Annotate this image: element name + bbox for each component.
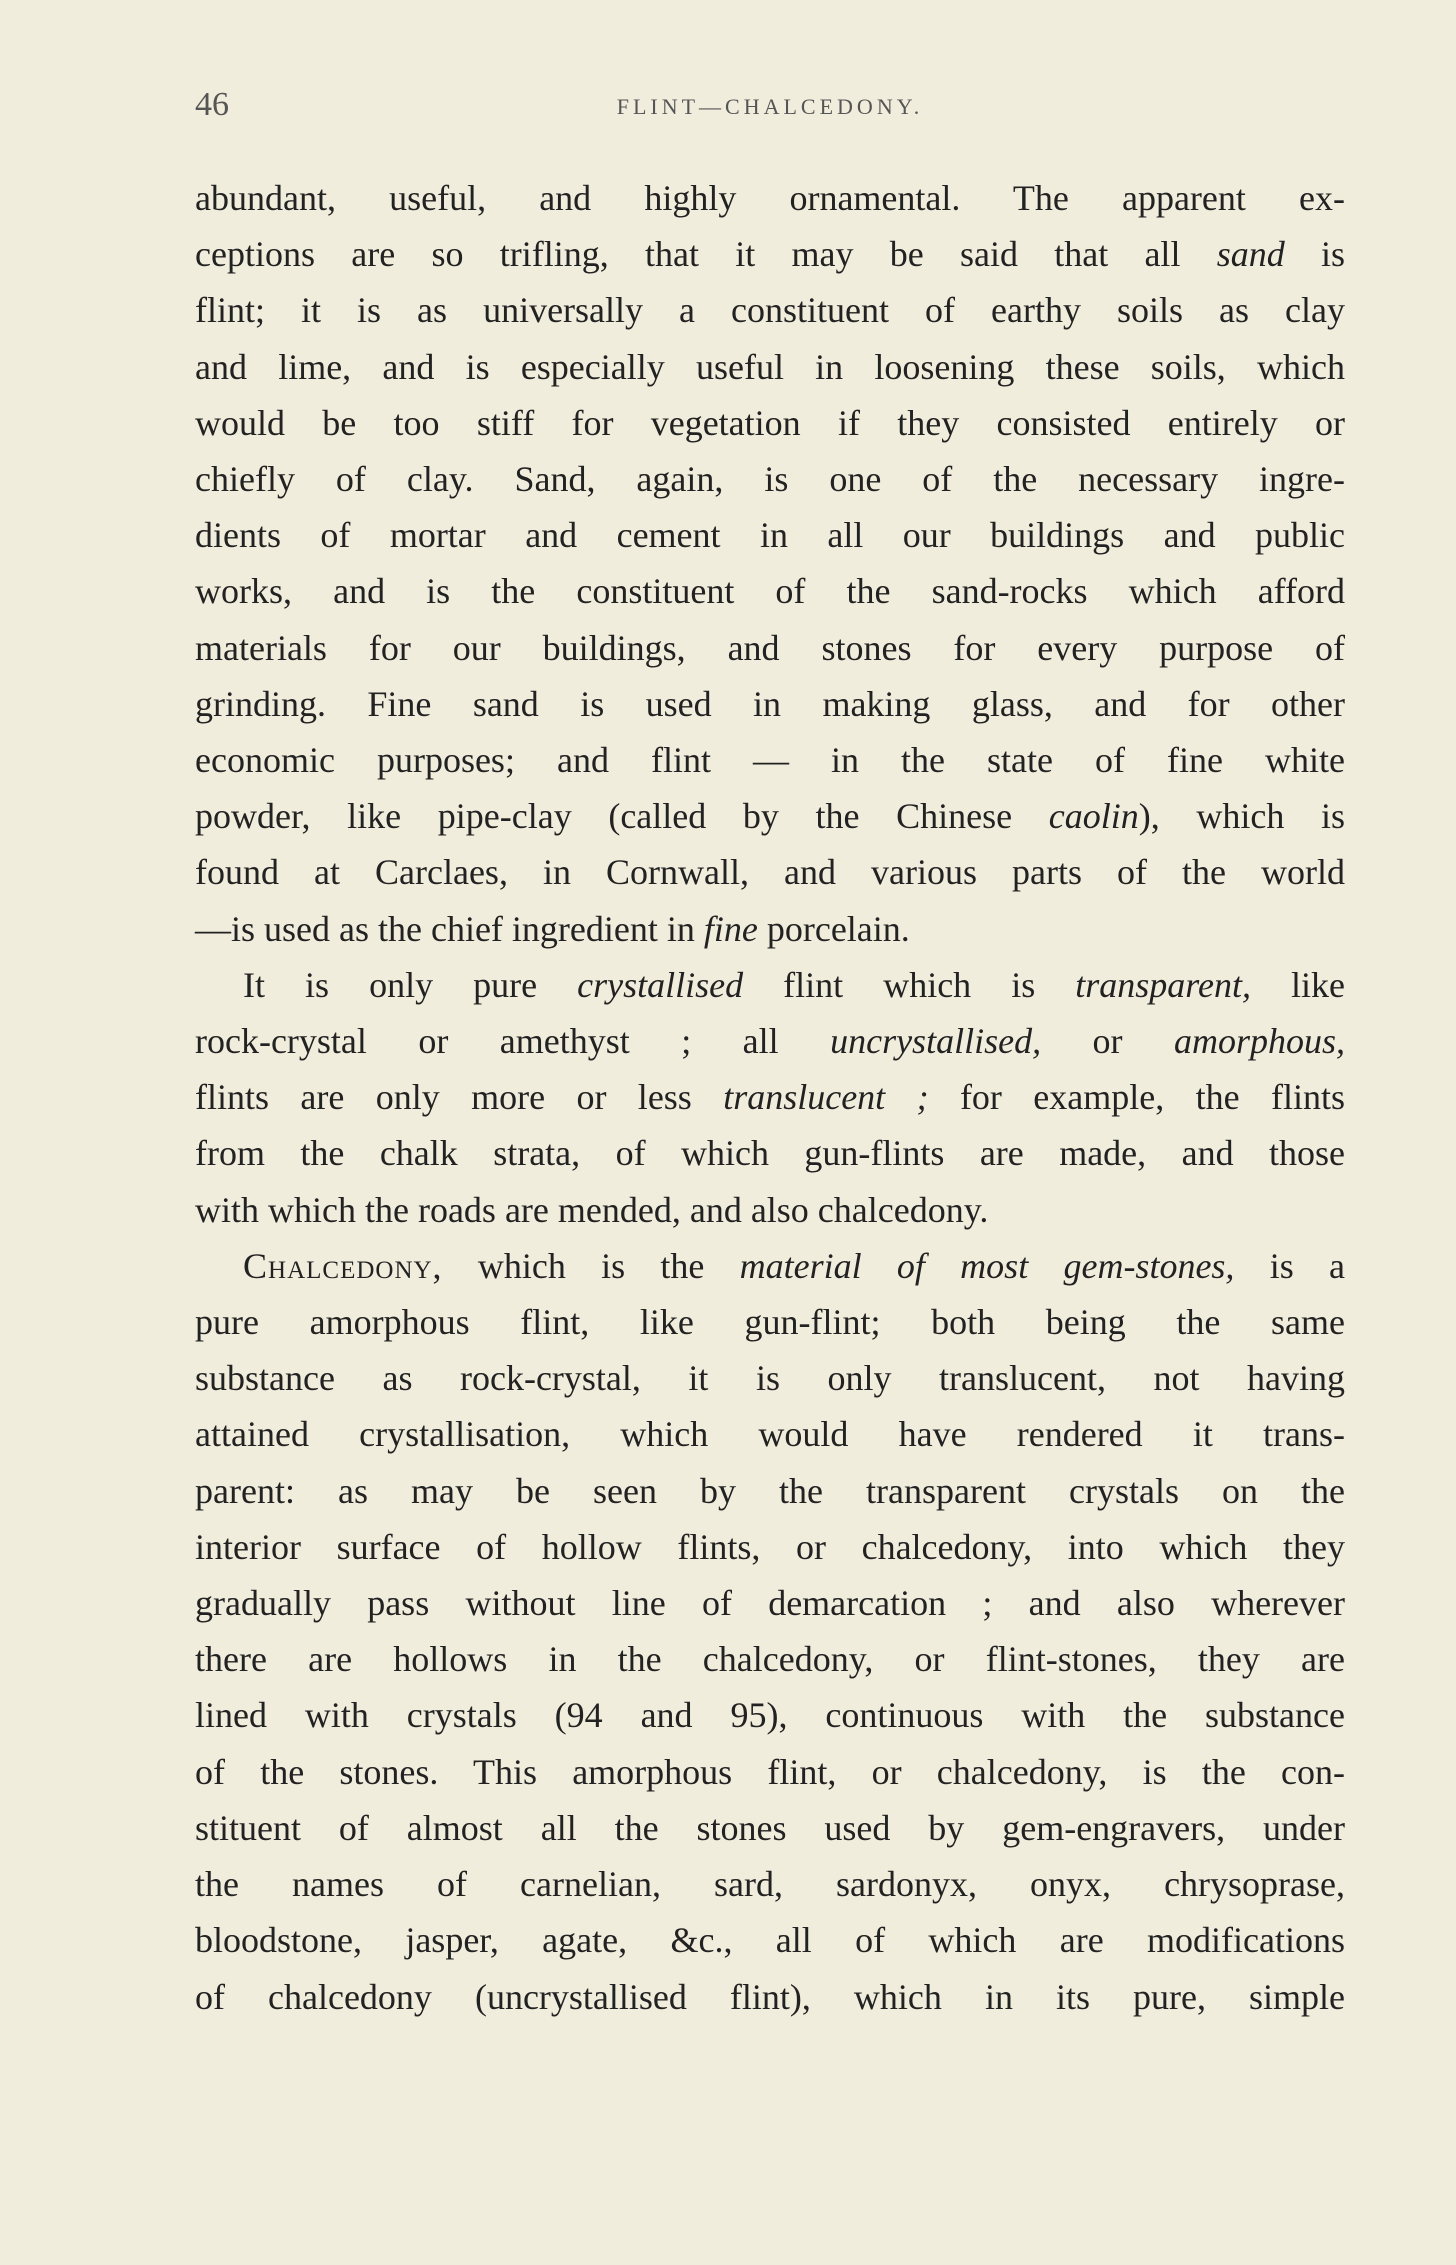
italic-text: translucent ; (723, 1077, 929, 1118)
text-run: of the stones. This amorphous flint, or chalcedony, is the con- (195, 1751, 1345, 1792)
text-run: the names of carnelian, sard, sardonyx, onyx, chrysoprase, (195, 1864, 1345, 1905)
running-head: FLINT—CHALCEDONY. (616, 94, 924, 119)
text-run: dients of mortar and cement in all our buildings and public (195, 515, 1345, 556)
text-run: ceptions are so trifling, that it may be said that all (195, 234, 1217, 275)
text-run: interior surface of hollow flints, or chalcedony, into which they (195, 1526, 1345, 1567)
text-line (195, 170, 1345, 226)
text-run: grinding. Fine sand is used in making glass, and for other (195, 683, 1345, 724)
text-run: stituent of almost all the stones used by gem-engravers, under (195, 1807, 1345, 1848)
text-run: substance as rock-crystal, it is only translucent, not having (195, 1358, 1345, 1399)
text-run: chiefly of clay. Sand, again, is one of the necessary ingre- (195, 459, 1345, 500)
text-line (195, 1294, 1345, 1350)
text-run: lined with crystals (94 and 95), continuous with the substance (195, 1695, 1345, 1736)
text-line (195, 1069, 1345, 1125)
text-run: for example, the flints (928, 1077, 1345, 1118)
text-line (195, 1463, 1345, 1519)
text-line (195, 620, 1345, 676)
italic-text: caolin (1048, 796, 1139, 837)
italic-text: sand (1216, 234, 1285, 275)
text-run: like (1250, 964, 1345, 1005)
text-line (195, 1013, 1345, 1069)
page-number: 46 (195, 86, 229, 123)
text-run: would be too stiff for vegetation if they consisted entirely or (195, 402, 1345, 443)
text-run: porcelain. (757, 908, 910, 949)
text-line (195, 901, 1345, 957)
text-run: It is only pure (243, 964, 578, 1005)
small-caps-heading: Chalcedony, (243, 1245, 443, 1286)
text-line (195, 451, 1345, 507)
text-line (195, 1969, 1345, 2025)
text-run: flint; it is as universally a constituent of earthy soils as clay (195, 290, 1345, 331)
text-line (195, 788, 1345, 844)
italic-text: transparent, (1075, 964, 1251, 1005)
text-line (195, 1406, 1345, 1462)
text-line (195, 1744, 1345, 1800)
text-run: attained crystallisation, which would have rendered it trans- (195, 1414, 1345, 1455)
text-line (195, 339, 1345, 395)
text-line (195, 1125, 1345, 1181)
text-run: parent: as may be seen by the transparent crystals on the (195, 1470, 1345, 1511)
italic-text: amorphous, (1173, 1021, 1345, 1062)
text-run: rock-crystal or amethyst ; all (195, 1021, 831, 1062)
text-run: gradually pass without line of demarcation ; and also wherever (195, 1583, 1345, 1624)
text-run: abundant, useful, and highly ornamental. The apparent ex- (195, 178, 1345, 218)
text-line (195, 282, 1345, 338)
text-run: works, and is the constituent of the sand-rocks which afford (195, 571, 1345, 612)
text-run: there are hollows in the chalcedony, or flint-stones, they are (195, 1639, 1345, 1680)
text-run: is a (1234, 1245, 1345, 1286)
text-line (195, 1912, 1345, 1968)
text-run: is (1284, 234, 1346, 275)
italic-text: crystallised (577, 964, 744, 1005)
text-run: pure amorphous flint, like gun-flint; both being the same (195, 1302, 1345, 1343)
text-run: bloodstone, jasper, agate, &c., all of which are modifications (195, 1920, 1345, 1961)
text-line (195, 507, 1345, 563)
text-line (195, 1519, 1345, 1575)
text-line (195, 844, 1345, 900)
text-line (195, 732, 1345, 788)
text-line (195, 1856, 1345, 1912)
text-line (195, 1238, 1345, 1294)
text-run: economic purposes; and flint — in the state of fine white (195, 740, 1345, 781)
text-line (195, 226, 1345, 282)
page-header (195, 86, 1345, 126)
text-run: and lime, and is especially useful in loosening these soils, which (195, 346, 1345, 387)
text-run: found at Carclaes, in Cornwall, and various parts of the world (195, 852, 1345, 893)
text-line (195, 1182, 1345, 1238)
text-line (195, 957, 1345, 1013)
italic-text: uncrystallised, (830, 1021, 1042, 1062)
italic-text: fine (703, 908, 758, 949)
text-line (195, 676, 1345, 732)
text-run: ), which is (1138, 796, 1345, 837)
text-run: powder, like pipe-clay (called by the Chinese (195, 796, 1049, 837)
text-run: flint which is (743, 964, 1076, 1005)
text-run: from the chalk strata, of which gun-flints are made, and those (195, 1133, 1345, 1174)
text-run: or (1041, 1021, 1174, 1062)
text-run: materials for our buildings, and stones for every purpose of (195, 627, 1345, 668)
text-run: —is used as the chief ingredient in (195, 908, 704, 949)
text-run: with which the roads are mended, and also chalcedony. (195, 1189, 989, 1230)
italic-text: material of most gem-stones, (739, 1245, 1235, 1286)
body-text (195, 170, 1345, 2025)
text-run: which is the (442, 1245, 740, 1286)
text-run: flints are only more or less (195, 1077, 724, 1118)
text-line (195, 1350, 1345, 1406)
text-line (195, 1575, 1345, 1631)
text-line (195, 1687, 1345, 1743)
text-line (195, 563, 1345, 619)
text-line (195, 1631, 1345, 1687)
text-run: of chalcedony (uncrystallised flint), which in its pure, simple (195, 1976, 1345, 2017)
text-line (195, 1800, 1345, 1856)
text-line (195, 395, 1345, 451)
